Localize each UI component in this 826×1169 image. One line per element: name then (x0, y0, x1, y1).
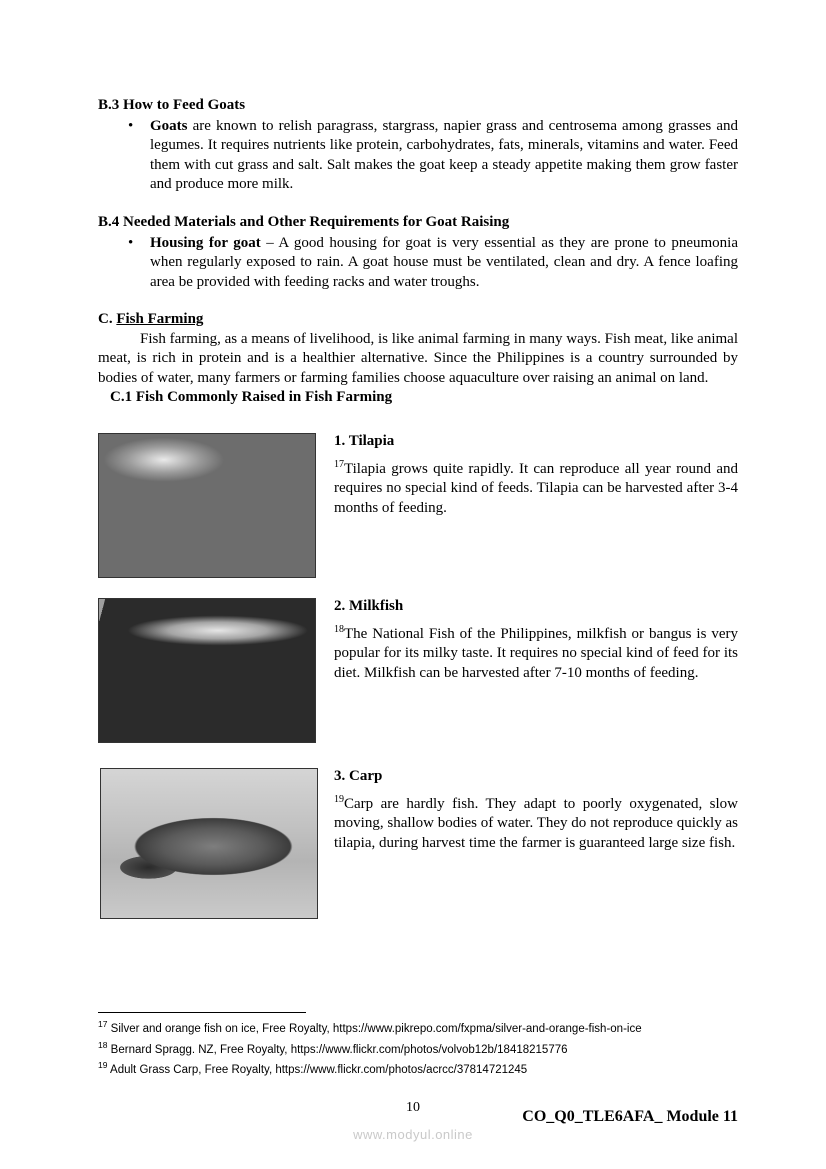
fish-entry-carp (98, 768, 738, 928)
paragraph-fish-farming: Fish farming, as a means of livelihood, is like animal farming in many ways. Fish meat, like animal meat, is rich in protein and is a healthier alternative. Since the Philippines is a country surrounded by bodies of water, many farmers or farming families choose aquaculture over raising an animal on land. (98, 330, 738, 386)
fish-body-text: Tilapia grows quite rapidly. It can reproduce all year round and requires no special kind of feeds. Tilapia can be harvested after 3-4 months of feeding. (334, 460, 738, 516)
footnote-item (98, 1059, 758, 1080)
heading-c (98, 310, 738, 330)
footnote-list (98, 1018, 758, 1080)
fish-entry-milkfish (98, 598, 738, 768)
heading-c-label: C. (98, 311, 113, 327)
tilapia-photo (98, 433, 316, 578)
footnote-marker: 19 (334, 793, 344, 805)
fish-body (334, 793, 738, 854)
footnote-marker: 17 (334, 458, 344, 470)
footnote-number: 19 (98, 1060, 108, 1071)
footnote-marker: 18 (334, 623, 344, 635)
bullet-list-b3 (98, 117, 738, 195)
page-content (98, 96, 738, 928)
fish-body-text: The National Fish of the Philippines, milkfish or bangus is very popular for its milky taste. It requires no special kind of feed for its diet. Milkfish can be harvested after 7-10 months of feeding. (334, 625, 738, 681)
footnote-text: Bernard Spragg. NZ, Free Royalty, https://www.flickr.com/photos/volvob12b/18418215776 (110, 1043, 568, 1056)
footnote-item (98, 1018, 758, 1039)
list-item (98, 117, 738, 195)
fish-title: 1. Tilapia (334, 432, 395, 449)
fish-body (334, 623, 738, 684)
footnote-divider (98, 1012, 306, 1013)
list-item (98, 234, 738, 293)
heading-c-title: Fish Farming (116, 311, 204, 327)
fish-title: 3. Carp (334, 767, 383, 784)
page-number: 10 (406, 1100, 420, 1115)
heading-b3: B.3 How to Feed Goats (98, 97, 246, 113)
fish-body (334, 458, 738, 519)
watermark: www.modyul.online (353, 1127, 473, 1142)
fish-body-text: Carp are hardly fish. They adapt to poorly oxygenated, slow moving, shallow bodies of water. They do not reproduce quickly as tilapia, during harvest time the farmer is guaranteed large size fish. (334, 795, 738, 851)
footnote-item (98, 1039, 758, 1060)
footnote-number: 18 (98, 1039, 108, 1050)
heading-c1: C.1 Fish Commonly Raised in Fish Farming (110, 389, 393, 405)
fish-text-block (334, 768, 738, 854)
bullet-list-b4 (98, 234, 738, 293)
fish-title: 2. Milkfish (334, 597, 404, 614)
footnote-text: Adult Grass Carp, Free Royalty, https://www.flickr.com/photos/acrcc/37814721245 (110, 1064, 528, 1077)
milkfish-photo (98, 598, 316, 743)
carp-photo (100, 768, 318, 919)
footnote-number: 17 (98, 1019, 108, 1029)
footer-module-code: CO_Q0_TLE6AFA_ Module 11 (522, 1108, 738, 1125)
fish-text-block (334, 433, 738, 519)
footnote-text: Silver and orange fish on ice, Free Royalty, https://www.pikrepo.com/fxpma/silver-and-orange-fish-on-ice (110, 1022, 642, 1035)
bullet-text: – A good housing for goat is very essential as they are prone to pneumonia when regularly exposed to rain. A goat house must be ventilated, clean and dry. A fence loafing area be provided with feeding racks and water troughs. (150, 234, 738, 290)
heading-b4: B.4 Needed Materials and Other Requirements for Goat Raising (98, 213, 510, 230)
bullet-lead: Housing for goat (150, 234, 261, 251)
bullet-text: are known to relish paragrass, stargrass, napier grass and centrosema among grasses and legumes. It requires nutrients like protein, carbohydrates, fats, minerals, vitamins and water. Feed them with cut grass and salt. Salt makes the goat keep a steady appetite making them grow faster and produce more milk. (150, 117, 738, 193)
bullet-lead: Goats (150, 117, 188, 134)
fish-text-block (334, 598, 738, 684)
fish-entry-tilapia (98, 433, 738, 598)
